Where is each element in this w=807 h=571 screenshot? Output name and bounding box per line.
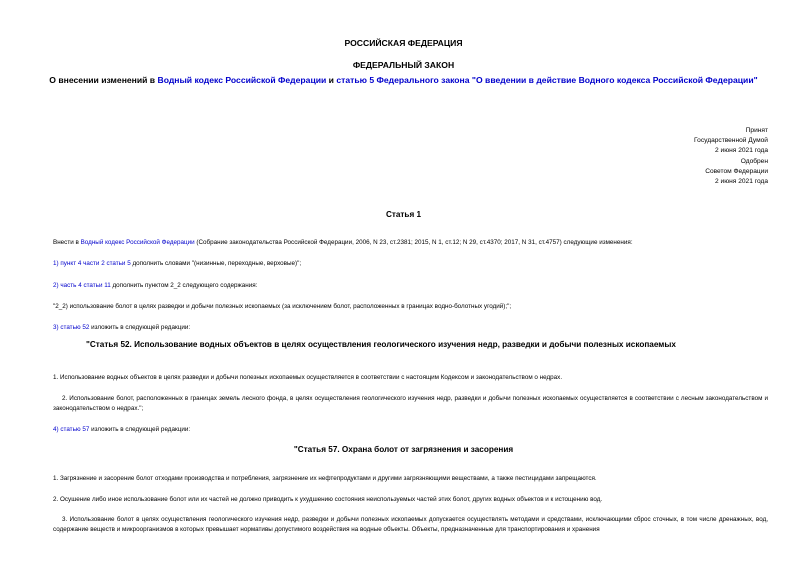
quoted-text: "2_2) использование болот в целях разведки и добычи полезных ископаемых (за исключением болот, расположенных в границах водно-болотных угодий);"; [53, 303, 512, 310]
item-number: 4) [53, 426, 61, 433]
item-number: 3) [53, 324, 61, 331]
article57-paragraph-2: 2. Осушение либо иное использование болот или их частей не должно приводить к ухудшению состояния неиспользуемых частей этих болот, других водных объектов и к истощению вод. [53, 496, 603, 503]
article1-heading: Статья 1 [385, 210, 422, 219]
item2-link[interactable]: часть 4 статьи 11 [60, 282, 111, 289]
item-text: изложить в следующей редакции: [89, 324, 191, 331]
article5-law-link[interactable]: статью 5 Федерального закона "О введении в действие Водного кодекса Российской Федерации" [336, 75, 758, 85]
item4-link[interactable]: статью 57 [60, 426, 90, 433]
adoption-line: Принят [745, 127, 768, 134]
article52-heading: "Статья 52. Использование водных объектов в целях осуществления геологического изучения недр, разведки и добычи полезных ископаемых [86, 340, 676, 349]
item-text: изложить в следующей редакции: [89, 426, 191, 433]
item3-link[interactable]: статью 52 [60, 324, 90, 331]
article52-paragraph-2: 2. Использование болот, расположенных в границах земель лесного фонда, в целях осуществления геологического изучения недр, разведки и добычи полезных ископаемых осуществляется в соответствии с лесным законодательством и законодательством о недрах."; [53, 395, 768, 412]
intro-prefix: Внести в [53, 239, 81, 246]
title-mid: и [326, 75, 337, 85]
article57-paragraph-1: 1. Загрязнение и засорение болот отходами производства и потребления, загрязнение их нефтепродуктами и другими загрязняющими веществами, а также пестицидами запрещаются. [53, 475, 597, 482]
list-item [53, 281, 768, 291]
adoption-line: 2 июня 2021 года [715, 178, 768, 186]
article1-intro [53, 238, 768, 248]
item-number: 1) [53, 260, 61, 267]
adoption-block [694, 126, 768, 187]
list-item [53, 323, 768, 333]
water-code-intro-link[interactable]: Водный кодекс Российской Федерации [80, 239, 195, 246]
law-type-heading: ФЕДЕРАЛЬНЫЙ ЗАКОН [352, 60, 455, 70]
item-number: 2) [53, 282, 61, 289]
article57-heading: "Статья 57. Охрана болот от загрязнения и засорения [293, 445, 514, 454]
article57-paragraph-3: 3. Использование болот в целях осуществления геологического изучения недр, разведки и добычи полезных ископаемых допускается осуществлять методами и средствами, исключающими сброс сточных, в том числе дренажных, вод, содержание веществ и микроорганизмов в которых превышает нормативы допустимого воздействия на водные объекты. Объекты, предназначенные для транспортирования и хранения [53, 516, 768, 533]
list-item [53, 425, 768, 435]
list-item [53, 259, 768, 269]
intro-rest: (Собрание законодательства Российской Федерации, 2006, N 23, ст.2381; 2015, N 1, ст.12; N 29, ст.4370; 2017, N 31, ст.4757) следующие изменения: [194, 239, 633, 246]
item-text: дополнить пунктом 2_2 следующего содержания: [110, 282, 258, 289]
item-text: дополнить словами "(низинные, переходные, верховые)"; [130, 260, 302, 267]
water-code-link[interactable]: Водный кодекс Российской Федерации [157, 75, 327, 85]
title-prefix: О внесении изменений в [49, 75, 158, 85]
article52-paragraph-1: 1. Использование водных объектов в целях разведки и добычи полезных ископаемых осуществляется в соответствии с настоящим Кодексом и законодательством о недрах. [53, 374, 563, 381]
law-title [0, 75, 807, 86]
item1-link[interactable]: пункт 4 части 2 статьи 5 [60, 260, 131, 267]
adoption-line: Одобрен [740, 157, 768, 165]
adoption-line: 2 июня 2021 года [715, 147, 768, 155]
adoption-line: Государственной Думой [694, 137, 768, 145]
country-heading: РОССИЙСКАЯ ФЕДЕРАЦИЯ [344, 38, 463, 48]
adoption-line: Советом Федерации [705, 167, 768, 175]
